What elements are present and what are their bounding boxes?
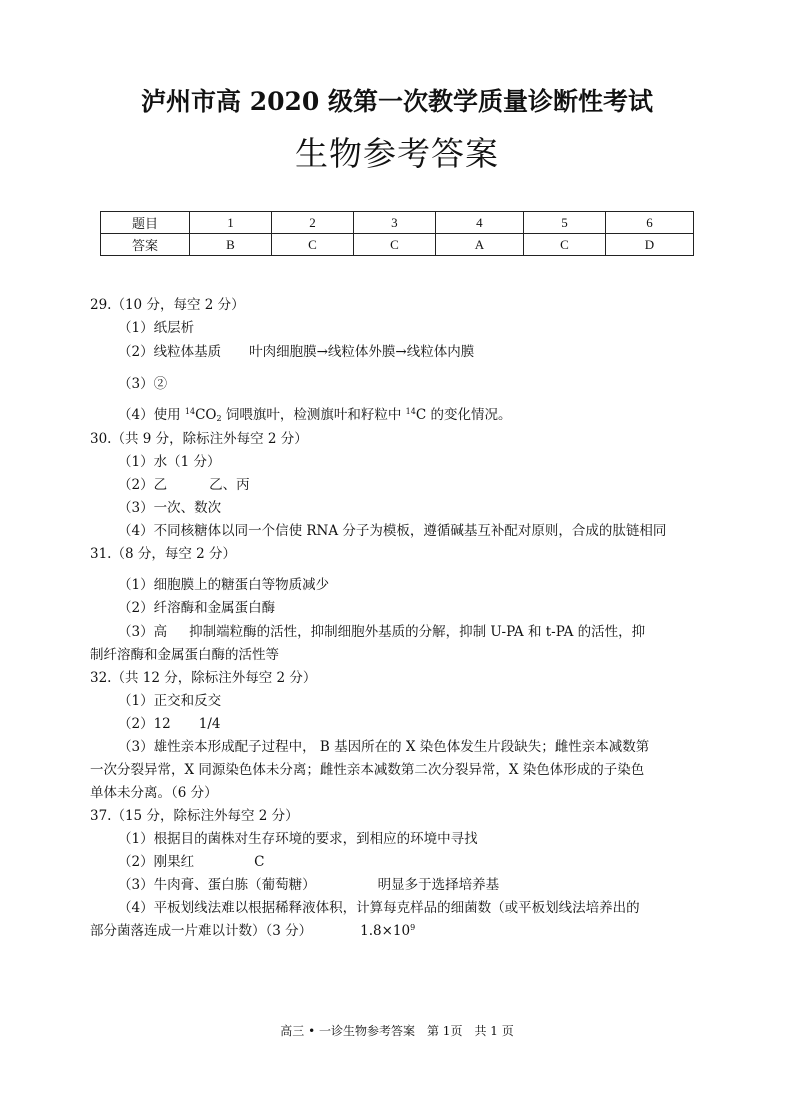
q31-answer-1: （1）细胞膜上的糖蛋白等物质减少 — [118, 577, 330, 593]
q37-answer-2 — [118, 853, 264, 871]
answer-cell: C — [523, 234, 605, 256]
q31-answer-3-continued: 制纤溶酶和金属蛋白酶的活性等 — [90, 647, 279, 663]
q32-answer-3-line-2: 一次分裂异常，X 同源染色体未分离；雌性亲本减数第二次分裂异常，X 染色体形成的子染色 — [90, 762, 645, 778]
q29-answer-2-part-b: 叶肉细胞膜→线粒体外膜→线粒体内膜 — [249, 344, 475, 360]
question-cell: 6 — [605, 212, 693, 234]
q32-answer-2 — [118, 715, 221, 733]
q37-answer-4-value: 1.8×10 — [360, 923, 411, 939]
q37-answer-2-part-b: C — [254, 854, 265, 870]
page-footer: 高三 • 一诊生物参考答案 第 1页 共 1 页 — [280, 1024, 514, 1038]
q31-heading: 31.（8 分，每空 2 分） — [90, 546, 237, 562]
q37-heading: 37.（15 分，除标注外每空 2 分） — [90, 808, 299, 824]
q31-answer-3-part-b: 抑制端粒酶的活性，抑制细胞外基质的分解，抑制 U-PA 和 t-PA 的活性，抑 — [189, 624, 646, 640]
question-cell: 5 — [523, 212, 605, 234]
q37-answer-4-line-1: （4）平板划线法难以根据稀释液体积，计算每克样品的细菌数（或平板划线法培养出的 — [118, 900, 640, 916]
q32-heading: 32.（共 12 分，除标注外每空 2 分） — [90, 670, 317, 686]
q31-answer-2: （2）纤溶酶和金属蛋白酶 — [118, 600, 276, 616]
answer-table-answer-row — [101, 234, 694, 256]
q31-answer-3-part-a: （3）高 — [118, 624, 168, 640]
answer-table — [100, 211, 694, 256]
q30-answer-3: （3）一次、数次 — [118, 500, 222, 516]
q31-answer-3 — [118, 623, 645, 641]
isotope-superscript: 14 — [405, 407, 416, 416]
q30-heading: 30.（共 9 分，除标注外每空 2 分） — [90, 431, 308, 447]
isotope-superscript: 14 — [184, 407, 196, 416]
q29-answer-2 — [118, 343, 474, 361]
q30-answer-2-part-b: 乙、丙 — [209, 477, 250, 493]
q29-heading: 29.（10 分，每空 2 分） — [90, 297, 245, 313]
co2-formula: CO — [195, 407, 217, 423]
q37-answer-4-line-2-text: 部分菌落连成一片难以计数）（3 分） — [90, 923, 313, 939]
q29-answer-1: （1）纸层析 — [118, 320, 195, 336]
q32-answer-2-part-b: 1/4 — [198, 716, 221, 732]
q30-answer-1: （1）水（1 分） — [118, 454, 221, 470]
question-cell: 3 — [353, 212, 435, 234]
formula-subscript: 2 — [216, 414, 222, 423]
q37-answer-2-part-a: （2）刚果红 — [118, 854, 195, 870]
q37-answer-3 — [118, 876, 499, 894]
q37-answer-4-line-2 — [90, 922, 415, 940]
question-row-header: 题目 — [101, 212, 190, 234]
q29-answer-4 — [118, 406, 511, 424]
answer-table-question-row — [101, 212, 694, 234]
document-title: 泸州市高 2020 级第一次教学质量诊断性考试 — [141, 87, 653, 116]
question-cell: 2 — [271, 212, 353, 234]
answer-row-header: 答案 — [101, 234, 190, 256]
q37-answer-1: （1）根据目的菌株对生存环境的要求，到相应的环境中寻找 — [118, 831, 478, 847]
answer-cell: B — [190, 234, 272, 256]
answer-cell: C — [271, 234, 353, 256]
answer-cell: C — [353, 234, 435, 256]
q29-answer-4-text: 饲喂旗叶，检测旗叶和籽粒中 — [221, 407, 406, 423]
question-cell: 1 — [190, 212, 272, 234]
q32-answer-3-line-3: 单体未分离。（6 分） — [90, 785, 218, 801]
q32-answer-1: （1）正交和反交 — [118, 693, 222, 709]
q29-answer-2-part-a: （2）线粒体基质 — [118, 344, 222, 360]
answer-cell: A — [435, 234, 523, 256]
q32-answer-3-line-1: （3）雄性亲本形成配子过程中， B 基因所在的 X 染色体发生片段缺失；雌性亲本减数第 — [118, 739, 650, 755]
q30-answer-2-part-a: （2）乙 — [118, 477, 168, 493]
q37-answer-3-part-b: 明显多于选择培养基 — [377, 877, 500, 893]
q29-answer-4-text: （4）使用 — [118, 407, 185, 423]
q30-answer-2 — [118, 476, 250, 494]
q29-answer-3: （3）② — [118, 376, 168, 392]
q32-answer-2-part-a: （2）12 — [118, 716, 171, 732]
q29-answer-4-text: C 的变化情况。 — [415, 407, 512, 423]
q30-answer-4: （4）不同核糖体以同一个信使 RNA 分子为模板，遵循碱基互补配对原则，合成的肽链相同 — [118, 523, 667, 539]
document-subtitle: 生物参考答案 — [295, 134, 499, 173]
q37-answer-4-exponent: 9 — [410, 923, 416, 932]
q37-answer-3-part-a: （3）牛肉膏、蛋白胨（葡萄糖） — [118, 877, 316, 893]
question-cell: 4 — [435, 212, 523, 234]
answer-cell: D — [605, 234, 693, 256]
